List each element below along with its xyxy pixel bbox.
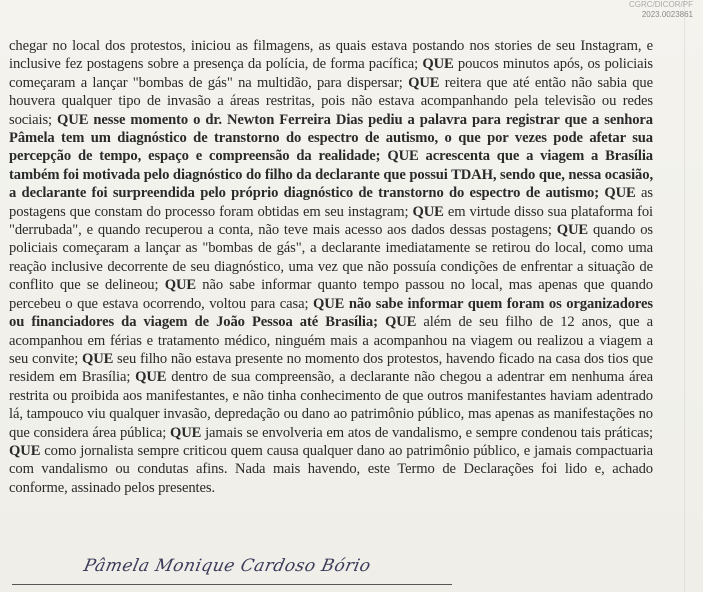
text-run: não sabe informar quanto tempo passou no local, mas apenas que quando percebeu o que estava ocorrendo, voltou para casa; [9, 277, 653, 312]
text-run: além de seu filho de 12 anos, que a acompanhou em férias e tratamento médico, ninguém mais a acompanhou na viagem ou realizou a viagem a seu convite; [9, 314, 653, 367]
text-run: em virtude disso sua plataforma foi "derrubada", e quando recuperou a conta, não teve mais acesso aos dados dessas postagens; [9, 203, 653, 239]
text-run: reitera que até então não sabia que houvera qualquer tipo de invasão a áreas restritas, pois não estava acompanhando pela televisão ou redes sociais; [9, 74, 653, 128]
bold-text-run: QUE [384, 314, 417, 331]
page-edge-shadow [684, 0, 685, 592]
text-run: seu filho não estava presente no momento dos protestos, havendo ficado na casa dos tios que residem em Brasília; [9, 350, 653, 386]
bold-text-run: QUE [412, 203, 444, 220]
stamp-office: CGRC/DICOR/PF [629, 0, 693, 9]
handwritten-signature: Pâmela Monique Cardoso Bório [81, 556, 373, 576]
text-run: as postagens que constam do processo foram obtidas em seu instagram; [9, 185, 653, 220]
bold-text-run: QUE [422, 56, 454, 73]
text-run: como jornalista sempre criticou quem causa qualquer dano ao patrimônio público, e jamais compactuaria com vandalismo ou condutas afins. Nada mais havendo, este Termo de Declarações foi lido e, achado conforme, assinado pelos presentes. [9, 442, 653, 496]
bold-text-run: QUE [604, 185, 636, 202]
bold-text-run: QUE [164, 277, 197, 294]
protocol-stamp [629, 0, 693, 20]
text-run: chegar no local dos protestos, iniciou as filmagens, as quais estava postando nos stories de seu Instagram, e inclusive fez postagens sobre a presença da polícia, de forma pacífica; [9, 38, 653, 73]
bold-text-run: QUE nesse momento o dr. Newton Ferreira Dias pediu a palavra para registrar que a senhora Pâmela tem um diagnóstico de transtorno do espectro de autismo, o que por vezes pode afetar sua percepção de tempo, espaço e compreensão da realidade; QUE acrescenta que a viagem a Brasília também foi motivada pelo diagnóstico do filho da declarante que possui TDAH, sendo que, nessa ocasião, a declarante foi surpreendida pelo próprio diagnóstico de transtorno do espectro de autismo; [9, 111, 653, 202]
bold-text-run: QUE [556, 222, 589, 239]
bold-text-run: QUE [9, 442, 41, 459]
text-run: quando os policiais começaram a lançar as "bombas de gás", a declarante imediatamente se retirou do local, como uma reação inclusive decorrente de seu diagnóstico, uma vez que não possuía condições de enfrentar a situação de conflito que se delineou; [9, 222, 653, 294]
bold-text-run: QUE [408, 74, 440, 91]
text-run: jamais se envolveria em atos de vandalismo, e sempre condenou tais práticas; [201, 424, 653, 441]
signature-line [12, 584, 452, 585]
bold-text-run: QUE não sabe informar quem foram os organizadores ou financiadores da viagem de João Pessoa até Brasília; [9, 295, 653, 331]
stamp-number: 2023.0023861 [641, 10, 693, 19]
text-run: dentro de sua compreensão, a declarante não chegou a adentrar em nenhuma área restrita ou proibida aos manifestantes, e não tinha conhecimento de que outros manifestantes haviam adentrado lá, tampouco viu qualquer invasão, depredação ou dano ao patrimônio público, mas apenas as manifestações no que considera área pública; [9, 369, 653, 441]
declaration-body-text [9, 37, 653, 497]
text-run [378, 314, 385, 330]
bold-text-run: QUE [81, 350, 114, 367]
text-run: poucos minutos após, os policiais começaram a lançar "bombas de gás" na multidão, para dispersar; [9, 56, 653, 91]
bold-text-run: QUE [169, 424, 202, 441]
bold-text-run: QUE [135, 369, 167, 386]
